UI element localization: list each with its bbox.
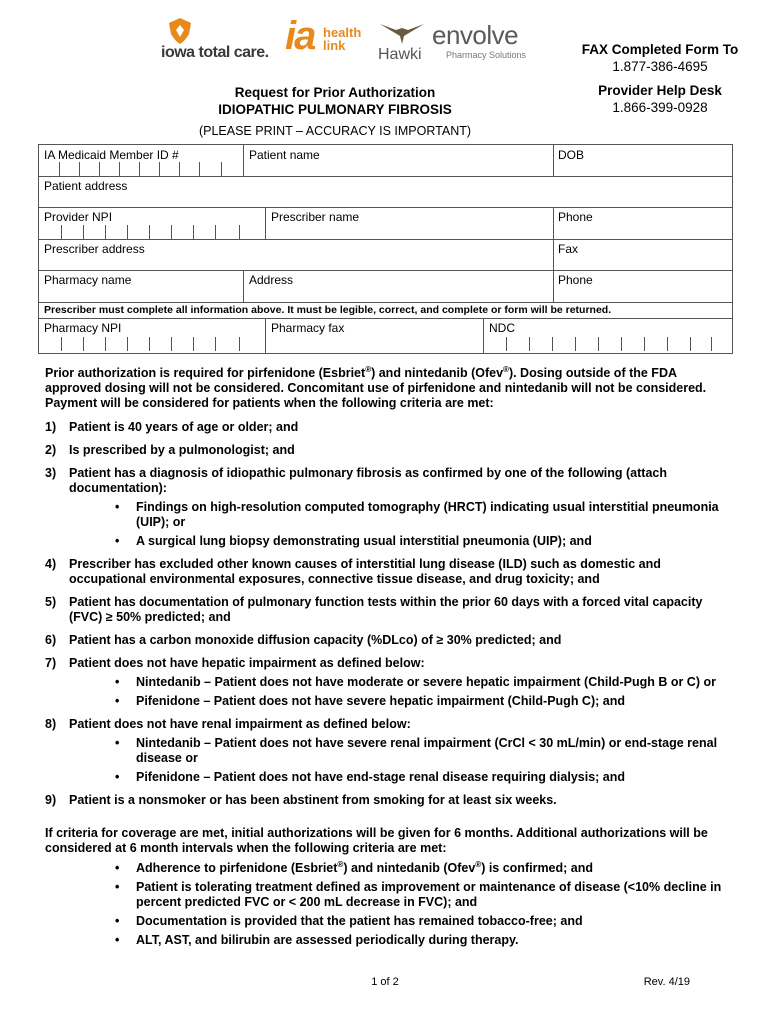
contact-block <box>560 41 760 116</box>
prescriber-name-label: Prescriber name <box>271 210 360 224</box>
request-form <box>38 144 733 354</box>
envolve-sub-text: Pharmacy Solutions <box>446 50 527 60</box>
criterion-9: 9) Patient is a nonsmoker or has been abstinent from smoking for at least six weeks. <box>45 793 557 807</box>
pharmacy-npi-input[interactable] <box>39 319 265 353</box>
criterion-8-bullet-1: • Nintedanib – Patient does not have severe renal impairment (CrCl < 30 mL/min) or end-stage renal disease or <box>115 736 718 765</box>
pharmacy-address-input[interactable] <box>244 271 553 302</box>
iowa-total-care-logo <box>161 18 279 66</box>
envolve-logo <box>432 20 542 64</box>
criteria-section <box>45 366 725 948</box>
renewal-bullet-3: • Documentation is provided that the patient has remained tobacco-free; and <box>115 914 583 928</box>
pharmacy-phone-input[interactable] <box>554 271 732 302</box>
provider-npi-label: Provider NPI <box>44 210 113 224</box>
fax-number: 1.877-386-4695 <box>612 59 708 74</box>
prescriber-name-input[interactable] <box>266 208 553 239</box>
pharmacy-fax-label: Pharmacy fax <box>271 321 345 335</box>
dob-input[interactable] <box>554 145 732 176</box>
print-instruction: (PLEASE PRINT – ACCURACY IS IMPORTANT) <box>198 124 472 138</box>
address-label: Address <box>249 273 294 287</box>
row-divider <box>39 302 732 303</box>
renewal-bullet-2: • Patient is tolerating treatment defined as improvement or maintenance of disease (<10% decline in percent predicted FVC or < 200 mL decrease in FVC); and <box>115 880 722 909</box>
pharmacy-name-input[interactable] <box>39 271 243 302</box>
phone-label: Phone <box>558 210 593 224</box>
renewal-bullet-4: • ALT, AST, and bilirubin are assessed periodically during therapy. <box>115 933 519 947</box>
completion-notice: Prescriber must complete all information above. It must be legible, correct, and complete or form will be returned. <box>44 304 612 316</box>
fax-label-field: Fax <box>558 242 579 256</box>
criterion-7-bullet-2: • Pifenidone – Patient does not have severe hepatic impairment (Child-Pugh C); and <box>115 694 625 708</box>
form-title-line1: Request for Prior Authorization <box>234 85 436 100</box>
patient-name-label: Patient name <box>249 148 320 162</box>
help-desk-number: 1.866-399-0928 <box>612 100 708 115</box>
pharmacy-fax-input[interactable] <box>266 319 483 353</box>
member-id-input[interactable] <box>39 145 243 176</box>
ia-health-link-logo <box>285 14 375 64</box>
criterion-7-bullet-1: • Nintedanib – Patient does not have moderate or severe hepatic impairment (Child-Pugh B or C) or <box>115 675 716 689</box>
iowa-total-care-text: iowa total care. <box>161 44 269 61</box>
patient-address-label: Patient address <box>44 179 128 193</box>
fax-input[interactable] <box>554 240 732 270</box>
prescriber-address-label: Prescriber address <box>44 242 145 256</box>
criterion-5: 5) Patient has documentation of pulmonary function tests within the prior 60 days with a forced vital capacity (FVC) ≥ 50% predicted; and <box>45 595 703 624</box>
ndc-label: NDC <box>489 321 515 335</box>
hawki-text: Hawki <box>378 46 422 63</box>
criterion-1: 1) Patient is 40 years of age or older; and <box>45 420 299 434</box>
criterion-6: 6) Patient has a carbon monoxide diffusion capacity (%DLco) of ≥ 30% predicted; and <box>45 633 562 647</box>
form-title <box>150 84 520 118</box>
criterion-7: 7) Patient does not have hepatic impairment as defined below: <box>45 656 425 670</box>
ia-text: ia <box>285 14 315 58</box>
renewal-intro: If criteria for coverage are met, initial authorizations will be given for 6 months. Additional authorizations will be considered at 6 month intervals when the following criteria are met: <box>45 826 708 855</box>
iowa-shield-icon <box>169 18 191 44</box>
hawki-logo <box>378 20 426 64</box>
hawk-icon <box>378 20 426 46</box>
criterion-3-bullet-2: • A surgical lung biopsy demonstrating usual interstitial pneumonia (UIP); and <box>115 534 592 548</box>
phone-input[interactable] <box>554 208 732 239</box>
health-link-text: health link <box>323 25 362 53</box>
dob-label: DOB <box>558 148 585 162</box>
pharmacy-npi-label: Pharmacy NPI <box>44 321 122 335</box>
pharmacy-name-label: Pharmacy name <box>44 273 132 287</box>
ndc-input[interactable] <box>484 319 732 353</box>
patient-name-input[interactable] <box>244 145 553 176</box>
form-title-line2: IDIOPATHIC PULMONARY FIBROSIS <box>218 102 452 117</box>
provider-npi-input[interactable] <box>39 208 265 239</box>
criterion-8: 8) Patient does not have renal impairment as defined below: <box>45 717 411 731</box>
member-id-label: IA Medicaid Member ID # <box>44 148 179 162</box>
criterion-2: 2) Is prescribed by a pulmonologist; and <box>45 443 295 457</box>
fax-label: FAX Completed Form To <box>581 42 739 57</box>
criterion-3-bullet-1: • Findings on high-resolution computed tomography (HRCT) indicating usual interstitial pneumonia (UIP); or <box>115 500 719 529</box>
renewal-bullet-1: • Adherence to pirfenidone (Esbriet®) and nintedanib (Ofev®) is confirmed; and <box>115 859 594 875</box>
page-number: 1 of 2 <box>371 976 399 988</box>
envolve-text: envolve <box>432 20 519 50</box>
patient-address-input[interactable] <box>39 177 732 207</box>
pharmacy-phone-label: Phone <box>558 273 593 287</box>
criterion-3: 3) Patient has a diagnosis of idiopathic pulmonary fibrosis as confirmed by one of the following (attach documentation): <box>45 466 667 495</box>
help-desk-label: Provider Help Desk <box>598 83 722 98</box>
revision-date: Rev. 4/19 <box>643 976 690 988</box>
criterion-4: 4) Prescriber has excluded other known causes of interstitial lung disease (ILD) such as domestic and occupational environmental exposures, connective tissue disease, and drug toxicity; and <box>45 557 661 586</box>
prescriber-address-input[interactable] <box>39 240 553 270</box>
criterion-8-bullet-2: • Pifenidone – Patient does not have end-stage renal disease requiring dialysis; and <box>115 770 626 784</box>
intro-paragraph: Prior authorization is required for pirfenidone (Esbriet®) and nintedanib (Ofev®). Dosing outside of the FDA approved dosing will not be considered. Concomitant use of pirfenidone and nintedanib will not be considered. Payment will be considered for patients when the following criteria are met: <box>45 364 707 410</box>
